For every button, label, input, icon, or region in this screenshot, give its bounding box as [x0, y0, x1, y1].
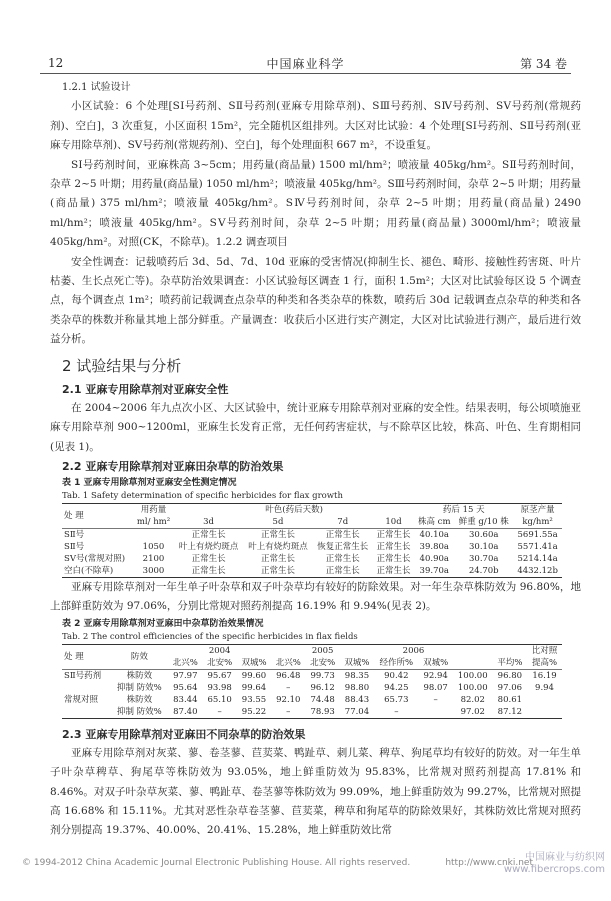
t2-header-site: 平均% — [497, 657, 523, 668]
table-cell: 40.10a — [419, 529, 449, 540]
table-cell: 39.80a — [419, 541, 449, 552]
table-cell: 24.70b — [468, 565, 499, 576]
table-cell: 5691.55a — [517, 529, 558, 540]
table-cell: 正常生长 — [376, 541, 411, 552]
table-2-caption: 表 2 亚麻专用除草剂对亚麻田中杂草防治效果情况 — [62, 618, 264, 629]
table-cell: 97.06 — [497, 682, 523, 693]
table-cell: SⅡ号 — [64, 541, 85, 552]
table-cell: 4432.12b — [517, 565, 558, 576]
table-cell: – — [286, 706, 291, 717]
table-2 — [62, 644, 562, 719]
paragraph-weeds: 亚麻专用除草剂对灰菜、蓼、卷茎蓼、苣荬菜、鸭趾草、刺儿菜、稗草、狗尾草均有较好的防效。对一年生单子叶杂草稗草、狗尾草等株防效为 93.05%，地上鲜重防效为 95.83%，比常规对照药剂提高 17.81% 和 8.46%。对双子叶杂草灰菜、蓼、鸭趾草、卷茎蓼等株防效为 99.09%，地上鲜重防效为 99.27%，比常规对照提高 16.68% 和 15.11%。尤其对恶性杂草卷茎蓼、苣荬菜，稗草和狗尾草的防除效果好，其株防效比常规对照药剂分别提高 19.37%、40.00%、20.41%、15.28%，地上鲜重防效比常 — [50, 746, 581, 837]
section-2-1-title: 2.1 亚麻专用除草剂对亚麻安全性 — [62, 382, 229, 396]
table-row — [62, 565, 562, 578]
t2-header-year: 2006 — [402, 645, 425, 656]
t2-header-site: 北安% — [310, 657, 336, 668]
t2-header-site: 双城% — [344, 657, 370, 668]
table-cell: 正常生长 — [376, 553, 411, 564]
table-cell: – — [286, 682, 291, 693]
table-cell: 80.61 — [497, 694, 523, 705]
table-cell: 5214.14a — [517, 553, 558, 564]
table-cell: 39.70a — [419, 565, 449, 576]
table-cell: 正常生长 — [260, 553, 295, 564]
table-cell: 97.02 — [460, 706, 485, 717]
t2-header-efficacy: 防效 — [130, 651, 148, 662]
article-body — [50, 78, 581, 841]
table-cell: 正常生长 — [260, 565, 295, 576]
table-cell: 82.02 — [460, 694, 485, 705]
table-cell: 74.48 — [310, 694, 335, 705]
t1-header-day: 5d — [272, 516, 284, 527]
table-cell: 99.64 — [241, 682, 267, 693]
table-cell: 正常生长 — [325, 529, 360, 540]
watermark-cn: 中国麻业与纺织网 — [525, 852, 605, 863]
table-cell: 92.10 — [276, 694, 301, 705]
table-row — [62, 682, 562, 694]
table-cell: 94.25 — [384, 682, 409, 693]
table-cell: 正常生长 — [191, 553, 226, 564]
table-cell: 99.60 — [241, 670, 267, 681]
site-watermark — [504, 852, 605, 876]
table-1-caption-en: Tab. 1 Safety determination of specific herbicides for flax growth — [62, 490, 343, 501]
table-cell: 78.93 — [310, 706, 335, 717]
table-row — [62, 528, 562, 541]
t2-header-site: 北安% — [207, 657, 233, 668]
table-cell: 抑制 防效% — [116, 706, 162, 717]
table-cell: 77.04 — [344, 706, 370, 717]
table-row — [62, 553, 562, 565]
table-cell: 83.44 — [173, 694, 198, 705]
table-cell: 93.55 — [241, 694, 267, 705]
table-cell: 100.00 — [457, 670, 488, 681]
t2-header-treatment: 处 理 — [64, 651, 84, 662]
page-number: 12 — [48, 56, 64, 70]
table-cell: 1050 — [142, 541, 165, 552]
header-rule — [40, 73, 571, 74]
t2-header-site: 北兴% — [275, 657, 301, 668]
table-cell: 恢复正常生长 — [317, 541, 369, 552]
table-cell: 65.73 — [384, 694, 409, 705]
table-cell: 正常生长 — [325, 553, 360, 564]
copyright-text: © 1994-2012 China Academic Journal Electronic Publishing House. All rights reserved. — [22, 858, 411, 868]
table-cell: 正常生长 — [325, 565, 360, 576]
table-cell: 常规对照 — [64, 694, 99, 705]
table-cell: 87.12 — [497, 706, 523, 717]
table-cell: 2100 — [142, 553, 165, 564]
table-cell: 97.97 — [173, 670, 198, 681]
footer-url[interactable]: http://www.cnki.net — [445, 858, 533, 868]
section-2-3-title: 2.3 亚麻专用除草剂对亚麻田不同杂草的防治效果 — [62, 727, 306, 741]
t1-header-after: 药后 15 天 — [442, 504, 485, 515]
table-cell — [62, 706, 111, 719]
table-cell: 抑制 防效% — [116, 682, 162, 693]
table-cell: 88.43 — [344, 694, 370, 705]
table-cell: 99.73 — [310, 670, 335, 681]
t1-header-dose-unit: ml/ hm² — [136, 516, 171, 527]
table-cell: 65.10 — [207, 694, 232, 705]
journal-title: 中国麻业科学 — [266, 57, 345, 71]
section-2-title: 2 试验结果与分析 — [62, 356, 182, 375]
table-cell: 40.90a — [419, 553, 449, 564]
table-cell: 正常生长 — [376, 529, 411, 540]
table-cell: 正常生长 — [191, 565, 226, 576]
table-2-caption-en: Tab. 2 The control efficiencies of the specific herbicides in flax fields — [62, 631, 358, 642]
table-cell: 98.35 — [344, 670, 370, 681]
table-cell: 96.80 — [497, 670, 523, 681]
table-row — [62, 694, 562, 706]
paragraph-dosage: SⅠ号药剂时间，亚麻株高 3~5cm；用药量(商品量) 1500 ml/hm²；喷液量 405kg/hm²。SⅡ号药剂时间，杂草 2~5 叶期；用药量(商品量) 1050 ml/hm²；喷液量 405kg/hm²。SⅢ号药剂时间，杂草 2~5 叶期；用药量(商品量) 375 ml/hm²；喷液量 405kg/hm²。SⅣ号药剂时间，杂草 2~5 叶期；用药量(商品量) 2490 ml/hm²；喷液量 405kg/hm²。SⅤ号药剂时间，杂草 2~5 叶期；用药量(商品量) 3000ml/hm²；喷液量 405kg/hm²。对照(CK，不除草)。1.2.2 调查项目 — [50, 158, 581, 249]
table-cell: 98.07 — [423, 682, 448, 693]
table-cell: 3000 — [142, 565, 165, 576]
t2-header-year: 2004 — [208, 645, 231, 656]
table-cell: 叶上有烧灼斑点 — [178, 541, 239, 552]
table-cell: 95.67 — [207, 670, 232, 681]
t2-header-site: 双城% — [241, 657, 267, 668]
table-cell: 正常生长 — [191, 529, 226, 540]
table-cell: 正常生长 — [376, 565, 411, 576]
t1-header-day: 10d — [385, 516, 402, 527]
t2-header-site: 经作所% — [379, 657, 414, 668]
t2-header-site: 北兴% — [172, 657, 198, 668]
paragraph-efficacy: 亚麻专用除草剂对一年生单子叶杂草和双子叶杂草均有较好的防除效果。对一年生杂草株防效为 96.80%，地上部鲜重防效为 97.06%，分别比常规对照药剂提高 16.19% 和 9.94%(见表 2)。 — [50, 580, 581, 613]
t1-header-treatment: 处 理 — [64, 510, 84, 521]
table-cell: SⅡ号药剂 — [64, 670, 102, 681]
t1-header-leaf: 叶色(药后天数) — [265, 504, 323, 515]
t1-header-dose: 用药量 — [140, 504, 167, 515]
table-1 — [62, 503, 562, 578]
table-cell: 株防效 — [126, 670, 153, 681]
table-cell — [527, 706, 562, 719]
table-1-caption: 表 1 亚麻专用除草剂对亚麻安全性测定情况 — [62, 477, 237, 488]
table-cell: 96.48 — [276, 670, 301, 681]
table-cell: 30.70a — [469, 553, 499, 564]
table-row — [62, 706, 562, 719]
volume-label: 第 34 卷 — [520, 57, 567, 71]
table-cell: SⅤ号(常规对照) — [64, 553, 126, 564]
table-cell: 叶上有烧灼斑点 — [248, 541, 308, 552]
table-cell: SⅡ号 — [64, 529, 85, 540]
t1-header-day: 3d — [203, 516, 214, 527]
table-cell: 92.94 — [423, 670, 448, 681]
t1-header-yield: 原茎产量 — [520, 504, 555, 515]
t2-header-compare: 比对照 — [531, 645, 558, 656]
table-cell: – — [394, 706, 399, 717]
table-cell — [527, 694, 562, 706]
t1-header-fresh: 鲜重 g/10 株 — [458, 516, 509, 527]
table-cell: – — [217, 706, 222, 717]
table-cell — [133, 528, 174, 541]
table-cell: 93.98 — [207, 682, 232, 693]
t2-header-year: 2005 — [311, 645, 334, 656]
table-cell: – — [433, 694, 438, 705]
table-cell: 87.40 — [173, 706, 198, 717]
watermark-en: www.fibercrops.com — [503, 864, 605, 875]
section-2-2-title: 2.2 亚麻专用除草剂对亚麻田杂草的防治效果 — [62, 459, 284, 473]
table-cell — [62, 682, 111, 694]
t1-header-yield-unit: kg/hm² — [522, 516, 553, 527]
table-cell: 100.00 — [457, 682, 488, 693]
table-cell: 90.42 — [384, 670, 409, 681]
t1-header-day: 7d — [337, 516, 349, 527]
t2-header-compare-unit: 提高% — [531, 657, 558, 668]
table-cell: 株防效 — [126, 694, 153, 705]
table-cell: 98.80 — [344, 682, 370, 693]
table-cell: 空白(不除草) — [64, 565, 114, 576]
table-cell: 95.22 — [241, 706, 267, 717]
table-cell: 16.19 — [532, 670, 557, 681]
running-header — [40, 52, 571, 72]
table-cell: 正常生长 — [260, 529, 295, 540]
paragraph-survey: 安全性调查：记载喷药后 3d、5d、7d、10d 亚麻的受害情况(抑制生长、褪色、畸形、接触性药害斑、叶片枯萎、生长点死亡等)。杂草防治效果调查：小区试验每区调查 1 行，面积 1.5m²；大区对比试验每区设 5 个调查点，每个调查点 1m²；喷药前记载调查点杂草的种类和各类杂草的株数，喷药后 30d 记载调查点杂草的种类和各类杂草的株数并称量其地上部分鲜重。产量调查：收获后小区进行实产测定，大区对比试验进行测产，最后进行效益分析。 — [50, 255, 581, 346]
table-cell: 95.64 — [173, 682, 198, 693]
table-row — [62, 669, 562, 682]
paragraph-safety: 在 2004~2006 年九点次小区、大区试验中，统计亚麻专用除草剂对亚麻的安全性。结果表明，每公顷喷施亚麻专用除草剂 900~1200ml，亚麻生长发育正常，无任何药害症状，与不除草区比较，株高、叶色、生育期相同(见表 1)。 — [50, 401, 581, 453]
table-cell: 30.60a — [469, 529, 499, 540]
t1-header-height: 株高 cm — [417, 516, 451, 527]
table-cell: 96.12 — [310, 682, 335, 693]
table-cell: 5571.41a — [517, 541, 558, 552]
table-cell — [419, 706, 453, 719]
table-cell: 30.10a — [469, 541, 499, 552]
t2-header-site: 双城% — [423, 657, 449, 668]
table-cell: 9.94 — [535, 682, 554, 693]
section-1-2-1-title: 1.2.1 试验设计 — [62, 82, 131, 93]
table-row — [62, 541, 562, 553]
paragraph-design: 小区试验：6 个处理[SⅠ号药剂、SⅡ号药剂(亚麻专用除草剂)、SⅢ号药剂、SⅣ号药剂、SⅤ号药剂(常规药剂)、空白]，3 次重复，小区面积 15m²，完全随机区组排列。大区对比试验：4 个处理[SⅠ号药剂、SⅡ号药剂(亚麻专用除草剂)、SⅤ号药剂(常规药剂)、空白]，每个处理面积 667 m²，不设重复。 — [50, 100, 581, 152]
